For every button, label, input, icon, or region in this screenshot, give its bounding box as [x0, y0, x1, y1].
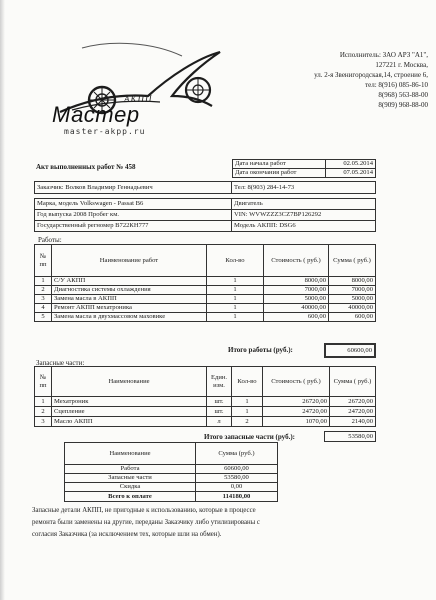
- customer-name: Заказчик: Волков Владимир Геннадьевич: [35, 182, 232, 194]
- works-header-cell: Кол-во: [207, 245, 264, 277]
- parts-header-cell: № пп: [35, 367, 52, 397]
- work-sum: 40000,00: [329, 304, 376, 313]
- row-number: 4: [35, 304, 52, 313]
- parts-header-cell: Стоимость ( руб.): [263, 367, 330, 397]
- summary-table: [64, 442, 278, 502]
- table-row: [65, 465, 278, 474]
- works-header-cell: Наименование работ: [52, 245, 207, 277]
- executor-block: [218, 50, 428, 110]
- part-name: Мехатроник: [52, 397, 207, 407]
- brand-name: Мастер: [52, 102, 140, 127]
- part-name: Сцепление: [52, 407, 207, 417]
- company-logo: [52, 28, 227, 143]
- grand-total-label: Всего к оплате: [65, 492, 196, 502]
- work-price: 40000,00: [264, 304, 329, 313]
- table-row: [35, 417, 376, 427]
- works-total-value: 60600,00: [325, 344, 375, 357]
- vehicle-gearbox: Модель АКПП: DSG6: [232, 221, 376, 232]
- summary-value: 60600,00: [196, 465, 278, 474]
- parts-title: Запасные части:: [36, 359, 85, 367]
- summary-header-cell: Наименование: [65, 443, 196, 465]
- part-price: 26720,00: [263, 397, 330, 407]
- part-qty: 2: [232, 417, 263, 427]
- work-qty: 1: [207, 304, 264, 313]
- table-row: [35, 407, 376, 417]
- parts-total-value: 53580,00: [325, 432, 376, 442]
- parts-table: [34, 366, 376, 427]
- work-price: 600,00: [264, 313, 329, 322]
- date-start-label: Дата начала работ: [233, 160, 326, 169]
- table-row: [65, 474, 278, 483]
- executor-line: 8(909) 968-88-00: [378, 101, 428, 109]
- work-sum: 600,00: [329, 313, 376, 322]
- vehicle-model: Марка, модель Volkswagen - Passat B6: [35, 199, 232, 210]
- table-row: [35, 295, 376, 304]
- executor-line: тел: 8(916) 085-86-10: [365, 81, 428, 89]
- work-price: 8000,00: [264, 277, 329, 286]
- row-number: 1: [35, 277, 52, 286]
- vehicle-year: Год выпуска 2008 Пробег км.: [35, 210, 232, 221]
- date-start-value: 02.05.2014: [326, 160, 376, 169]
- work-name: Замена масла в АКПП: [52, 295, 207, 304]
- grand-total-value: 114180,00: [196, 492, 278, 502]
- summary-value: 53580,00: [196, 474, 278, 483]
- executor-line: 127221 г. Москва,: [375, 61, 428, 69]
- brand-site: master-akpp.ru: [64, 127, 146, 136]
- parts-header-cell: Един. изм.: [207, 367, 232, 397]
- footer-line: согласия Заказчика (за исключением тех, которые шли на обмен).: [32, 531, 222, 538]
- part-sum: 24720,00: [330, 407, 376, 417]
- footer-note: [32, 505, 382, 541]
- table-row: [35, 304, 376, 313]
- works-total-box: [324, 343, 376, 358]
- part-qty: 1: [232, 397, 263, 407]
- row-number: 1: [35, 397, 52, 407]
- works-header-cell: Стоимость ( руб.): [264, 245, 329, 277]
- work-sum: 5000,00: [329, 295, 376, 304]
- parts-header-cell: Кол-во: [232, 367, 263, 397]
- work-sum: 7000,00: [329, 286, 376, 295]
- parts-total-box: [324, 431, 376, 442]
- work-qty: 1: [207, 286, 264, 295]
- works-table: [34, 244, 376, 322]
- table-row: [35, 397, 376, 407]
- work-price: 5000,00: [264, 295, 329, 304]
- executor-line: 8(968) 563-88-00: [378, 91, 428, 99]
- row-number: 5: [35, 313, 52, 322]
- work-name: Замена масла в двухмассовом маховике: [52, 313, 207, 322]
- part-price: 1070,00: [263, 417, 330, 427]
- works-header-cell: № пп: [35, 245, 52, 277]
- date-end-value: 07.05.2014: [326, 169, 376, 178]
- work-price: 7000,00: [264, 286, 329, 295]
- vehicle-reg: Государственный регномер В722КН777: [35, 221, 232, 232]
- work-qty: 1: [207, 313, 264, 322]
- row-number: 3: [35, 417, 52, 427]
- work-name: С/У АКПП: [52, 277, 207, 286]
- date-end-label: Дата окончания работ: [233, 169, 326, 178]
- parts-header-cell: Сумма ( руб.): [330, 367, 376, 397]
- footer-line: ремонта были заменены на другие, переданы Заказчику либо утилизированы с: [32, 519, 260, 526]
- work-name: Ремонт АКПП мехатроника: [52, 304, 207, 313]
- part-unit: л: [207, 417, 232, 427]
- summary-name: Работа: [65, 465, 196, 474]
- part-unit: шт.: [207, 397, 232, 407]
- summary-name: Запасные части: [65, 474, 196, 483]
- vehicle-engine: Двигатель: [232, 199, 376, 210]
- table-row: [65, 483, 278, 492]
- part-qty: 1: [232, 407, 263, 417]
- works-total-label: Итого работы (руб.):: [228, 346, 293, 354]
- customer-table: [34, 181, 376, 194]
- work-name: Диагностика системы охлаждения: [52, 286, 207, 295]
- scan-edge: [0, 0, 5, 600]
- work-sum: 8000,00: [329, 277, 376, 286]
- part-price: 24720,00: [263, 407, 330, 417]
- vehicle-vin: VIN: WVWZZZ3CZ7BP126292: [232, 210, 376, 221]
- act-title: Акт выполненных работ № 458: [36, 163, 136, 171]
- brand-akpp: АКПП: [124, 94, 153, 104]
- part-sum: 2140,00: [330, 417, 376, 427]
- executor-line: Исполнитель: ЗАО АРЗ "А1",: [339, 51, 428, 59]
- row-number: 2: [35, 286, 52, 295]
- executor-line: ул. 2-я Звенигородская,14, строение 6,: [314, 71, 428, 79]
- vehicle-table: [34, 198, 376, 232]
- table-row: [35, 313, 376, 322]
- dates-table: [232, 159, 376, 178]
- part-sum: 26720,00: [330, 397, 376, 407]
- summary-value: 0,00: [196, 483, 278, 492]
- parts-total-label: Итого запасные части (руб.):: [204, 433, 295, 441]
- parts-header-cell: Наименование: [52, 367, 207, 397]
- summary-header-cell: Сумма (руб.): [196, 443, 278, 465]
- footer-line: Запасные детали АКПП, не пригодные к использованию, которые в процессе: [32, 507, 256, 514]
- row-number: 2: [35, 407, 52, 417]
- works-header-cell: Сумма ( руб.): [329, 245, 376, 277]
- customer-phone: Тел: 8(903) 284-14-73: [232, 182, 376, 194]
- part-unit: шт.: [207, 407, 232, 417]
- summary-name: Скидка: [65, 483, 196, 492]
- table-row: [65, 492, 278, 502]
- works-title: Работы:: [38, 236, 62, 244]
- part-name: Масло АКПП: [52, 417, 207, 427]
- row-number: 3: [35, 295, 52, 304]
- work-qty: 1: [207, 277, 264, 286]
- work-qty: 1: [207, 295, 264, 304]
- table-row: [35, 277, 376, 286]
- table-row: [35, 286, 376, 295]
